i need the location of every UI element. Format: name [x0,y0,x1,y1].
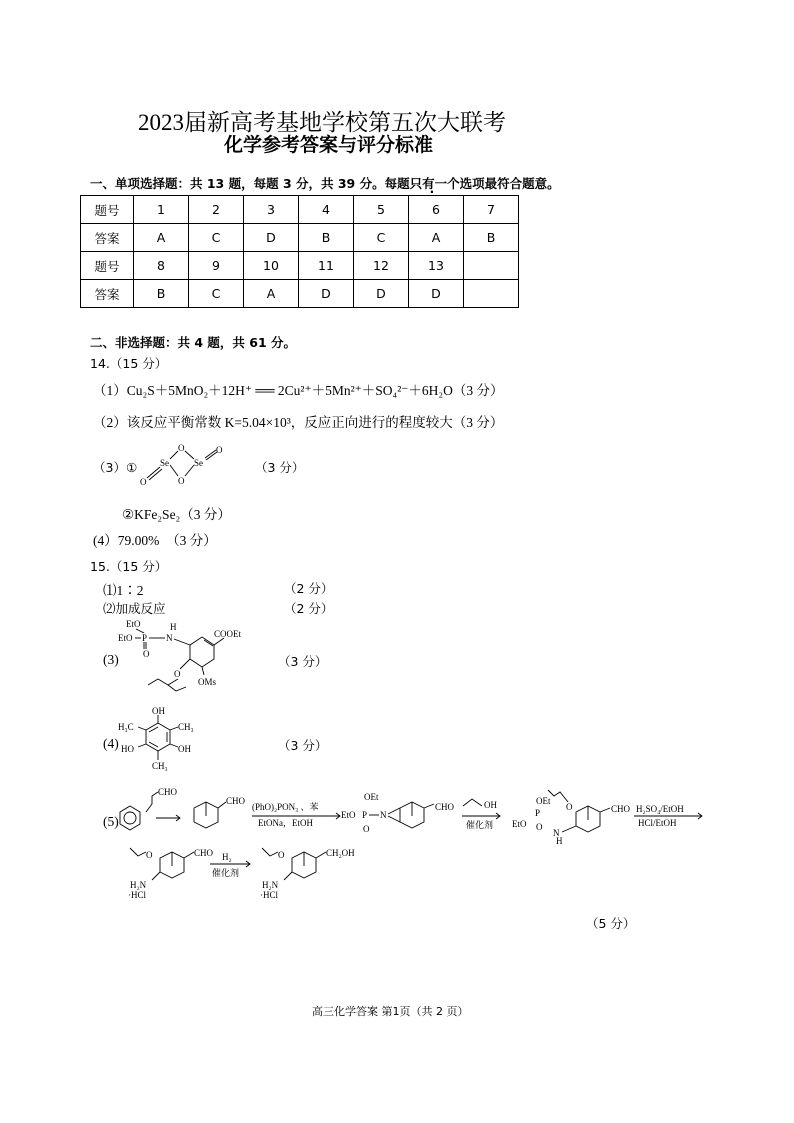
label-h2n: H₂N [262,880,279,890]
table-cell: 2 [189,196,244,224]
atom-h: H [170,622,177,632]
table-cell: B [299,224,354,252]
label-oh: OH [178,744,191,754]
label-oh: OH [484,800,497,810]
atom-o: O [566,802,573,812]
bond [424,804,434,808]
table-cell: 题号 [81,196,134,224]
q14-part3-label: （3）① [93,460,138,475]
atom-o: O [178,443,185,453]
bond [562,826,576,832]
answer-table [80,195,519,308]
table-cell: 4 [299,196,354,224]
table-cell: 7 [464,196,519,224]
q15-part4-structure [118,705,198,777]
table-cell: 答案 [81,280,134,308]
atom-n: N [553,828,560,838]
atom-p: P [362,810,368,820]
ethoxy-chain [262,848,278,856]
aromatic-circle [124,812,136,824]
atom-p: P [142,633,148,643]
bond [388,808,400,814]
bond [138,727,146,730]
label-ho: HO [121,744,134,754]
table-cell: 12 [354,252,409,280]
label-eto: EtO [126,619,141,629]
section1-heading [90,174,560,192]
se-o-ring-structure [136,443,226,493]
q15-part2: ⑵加成反应 [103,601,166,616]
table-cell: A [409,224,464,252]
table-row [81,280,519,308]
ring [190,637,214,667]
table-cell: C [189,280,244,308]
q15-part3-label: (3) [103,652,119,667]
q15-part5-label: (5) [103,814,119,829]
document-title: 2023届新高考基地学校第五次大联考 [138,110,506,135]
atom-se: Se [160,458,169,468]
atom-o: O [216,445,223,455]
table-cell: 10 [244,252,299,280]
q15-part1-score: （2 分） [284,581,334,596]
label-oh: OH [152,706,165,716]
q15-title: 15.（15 分） [90,559,168,574]
reagent-label: HCl/EtOH [638,818,677,828]
label-cho: CHO [435,802,455,812]
ethoxy-chain [548,790,568,802]
bond [170,465,178,476]
q15-part3-score: （3 分） [278,654,328,669]
label-ch3: CH₃ [178,722,194,732]
label-h3c: H₃C [118,722,134,732]
atom-o: O [278,850,285,860]
label-oms: OMs [198,677,217,687]
bond [218,802,226,808]
q15-part1: ⑴1∶2 [103,583,144,598]
atom-o: O [146,850,153,860]
q14-part4: (4）79.00% （3 分） [93,533,217,548]
table-cell: B [464,224,519,252]
bond [168,685,186,691]
bond [214,638,224,645]
table-cell: C [354,224,409,252]
label-cho: CHO [194,848,214,858]
table-row [81,224,519,252]
bond [136,629,144,633]
bond [202,667,204,675]
bond [316,852,326,858]
q15-part3-structure [118,617,258,692]
atom-se: Se [194,458,203,468]
q15-part4-label: (4) [103,736,119,751]
bond [138,744,146,747]
q14-part1: （1）Cu₂S＋5MnO₂＋12H⁺ ══ 2Cu²⁺＋5Mn²⁺＋SO₄²⁻＋6H₂O（3 分） [93,383,504,398]
section1-heading-post: 选项最符合题意。 [459,176,560,191]
table-row [81,252,519,280]
section1-heading-pre: 一、单项选择题：共 13 题，每题 3 分，共 39 分。每题 [90,176,410,191]
q15-part4-score: （3 分） [278,738,328,753]
bond [170,451,178,459]
q15-part2-score: （2 分） [284,601,334,616]
label-ch3: CH₃ [152,761,168,771]
atom-o: O [536,822,543,832]
reagent-label: 催化剂 [466,820,494,830]
q15-part5-score: （5 分） [586,916,636,931]
bond [388,816,400,822]
page-footer: 高三化学答案 第1页（共 2 页） [312,1005,469,1018]
bond [174,639,190,645]
table-cell: 5 [354,196,409,224]
bond [152,872,160,880]
reagent-structure [463,799,482,806]
table-cell: 1 [134,196,189,224]
atom-n: N [166,633,173,643]
q14-part3-score: （3 分） [255,460,305,475]
bond [185,465,194,476]
atom-o: O [178,476,185,486]
reagent-label: 催化剂 [212,868,240,878]
section2-heading: 二、非选择题：共 4 题，共 61 分。 [90,335,297,350]
label-cho: CHO [226,796,246,806]
document-subtitle: 化学参考答案与评分标准 [224,134,434,156]
table-row [81,196,519,224]
q14-part3b: ②KFe₂Se₂（3 分） [122,507,231,522]
table-cell: D [354,280,409,308]
table-cell: 13 [409,252,464,280]
table-cell: 11 [299,252,354,280]
q14-title: 14.（15 分） [90,356,168,371]
q14-part2: （2）该反应平衡常数 K=5.04×10³，反应正向进行的程度较大（3 分） [93,415,504,430]
bond [184,852,194,858]
table-cell: D [244,224,299,252]
label-eto: EtO [118,633,133,643]
table-cell: 9 [189,252,244,280]
reagent-label: H₂ [222,852,232,862]
benzene-ring [120,806,140,830]
table-cell: A [134,224,189,252]
label-ch2oh: CH₂OH [326,848,355,858]
label-h2n: H₂N [130,880,147,890]
atom-o: O [143,649,150,659]
section1-heading-emphasis: 只有一个 [409,176,460,191]
table-cell: D [299,280,354,308]
atom-o: O [140,477,147,487]
bond [180,659,190,669]
label-hcl: ·HCl [128,890,146,900]
reagent-label: (PhO)₂PON₃ 、苯 [252,802,319,812]
bond [148,679,178,685]
atom-h: H [556,836,563,846]
label-oet: OEt [536,796,551,806]
label-hcl: ·HCl [260,890,278,900]
bond [185,451,194,459]
label-cho: CHO [158,787,178,797]
bond [600,808,610,812]
table-cell: 8 [134,252,189,280]
table-cell: 答案 [81,224,134,252]
ethoxy-chain [130,848,146,856]
table-cell [464,280,519,308]
bond [284,872,292,880]
table-cell: C [189,224,244,252]
atom-o: O [174,669,181,679]
table-cell: A [244,280,299,308]
table-cell: 题号 [81,252,134,280]
label-eto: EtO [341,810,356,820]
label-eto: EtO [512,819,527,829]
label-oet: OEt [364,792,379,802]
atom-p: P [535,808,541,818]
bond [170,727,178,730]
atom-o: O [363,824,370,834]
atom-n: N [380,810,387,820]
synthesis-route [116,786,706,906]
table-cell: 3 [244,196,299,224]
reagent-label: H₂SO₄/EtOH [636,804,684,814]
bond [170,744,178,747]
reagent-label: EtONa，EtOH [258,818,313,828]
label-cho: CHO [611,804,631,814]
table-cell: D [409,280,464,308]
table-cell: B [134,280,189,308]
table-cell [464,252,519,280]
label-cooet: COOEt [214,629,241,639]
acrolein-chain [146,792,158,812]
table-cell: 6 [409,196,464,224]
